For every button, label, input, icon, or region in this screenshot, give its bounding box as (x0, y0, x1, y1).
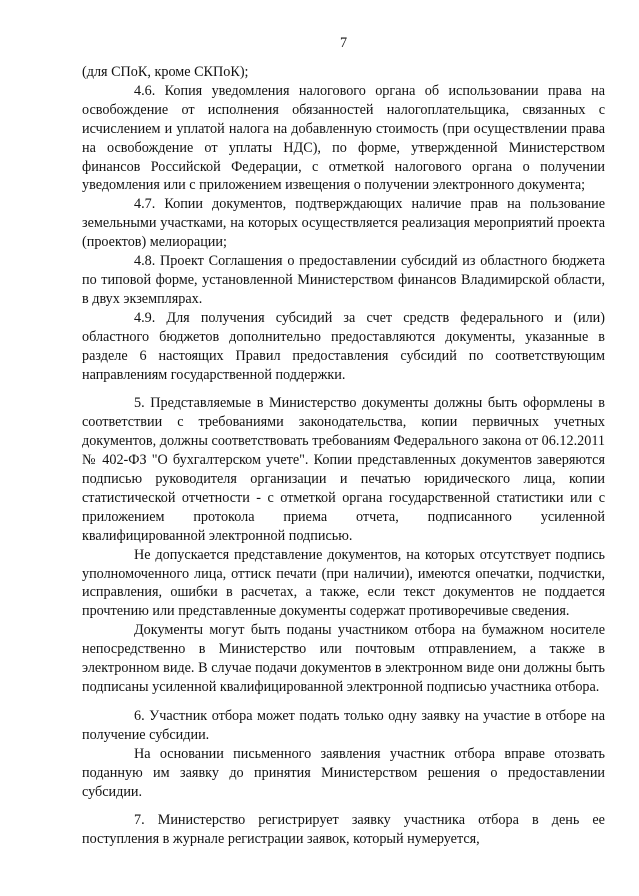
paragraph-p4-8: 4.8. Проект Соглашения о предоставлении субсидий из областного бюджета по типовой форме, установленной Министерством финансов Владимирской области, в двух экземплярах. (82, 253, 605, 307)
page-number: 7 (339, 35, 348, 51)
paragraph-p4-6: 4.6. Копия уведомления налогового органа об использовании права на освобождение от исполнения обязанностей налогоплательщика, связанных с исчислением и уплатой налога на добавленную стоимость (при осуществлении права на освобождение от уплаты НДС), по форме, утвержденной Министерством финансов Российской Федерации, с отметкой налогового органа о получении уведомления или с приложением извещения о получении электронного документа; (82, 82, 605, 194)
paragraph-p4-7: 4.7. Копии документов, подтверждающих наличие прав на пользование земельными участками, на которых осуществляется реализация мероприятий проекта (проектов) мелиорации; (82, 196, 605, 251)
paragraph-p4-9: 4.9. Для получения субсидий за счет средств федерального и (или) областного бюджетов дополнительно предоставляются документы, указанные в разделе 6 настоящих Правил предоставления субсидий по соответствующим направлениям государственной поддержки. (82, 309, 605, 383)
paragraph-p6-b: На основании письменного заявления участник отбора вправе отозвать поданную им заявку до принятия Министерством решения о предоставлении субсидии. (82, 745, 605, 800)
paragraph-p6: 6. Участник отбора может подать только одну заявку на участие в отборе на получение субсидии. (82, 707, 605, 743)
paragraph-p5-c: Документы могут быть поданы участником отбора на бумажном носителе непосредственно в Министерство или почтовым отправлением, а также в электронном виде. В случае подачи документов в электронном виде они должны быть подписаны усиленной квалифицированной электронной подписью участника отбора. (82, 622, 605, 695)
paragraph-p5-b: Не допускается представление документов, на которых отсутствует подпись уполномоченного лица, оттиск печати (при наличии), имеются опечатки, подчистки, исправления, ошибки в расчетах, а также, если текст документов не поддается прочтению или представленные документы содержат противоречивые сведения. (82, 546, 605, 620)
paragraph-p7: 7. Министерство регистрирует заявку участника отбора в день ее поступления в журнале регистрации заявок, который нумеруется, (82, 812, 605, 848)
paragraph-cont: (для СПоК, кроме СКПоК); (82, 64, 249, 80)
paragraph-p5: 5. Представляемые в Министерство документы должны быть оформлены в соответствии с требованиями законодательства, копии первичных учетных документов, должны соответствовать требованиям Федерального закона от 06.12.2011 № 402-ФЗ "О бухгалтерском учете". Копии представленных документов заверяются подписью руководителя организации и печатью юридического лица, копии статистической отчетности - с отметкой органа государственной статистики или с приложением протокола приема отчета, подписанного усиленной квалифицированной электронной подписью. (82, 395, 605, 544)
document-body (82, 63, 605, 849)
